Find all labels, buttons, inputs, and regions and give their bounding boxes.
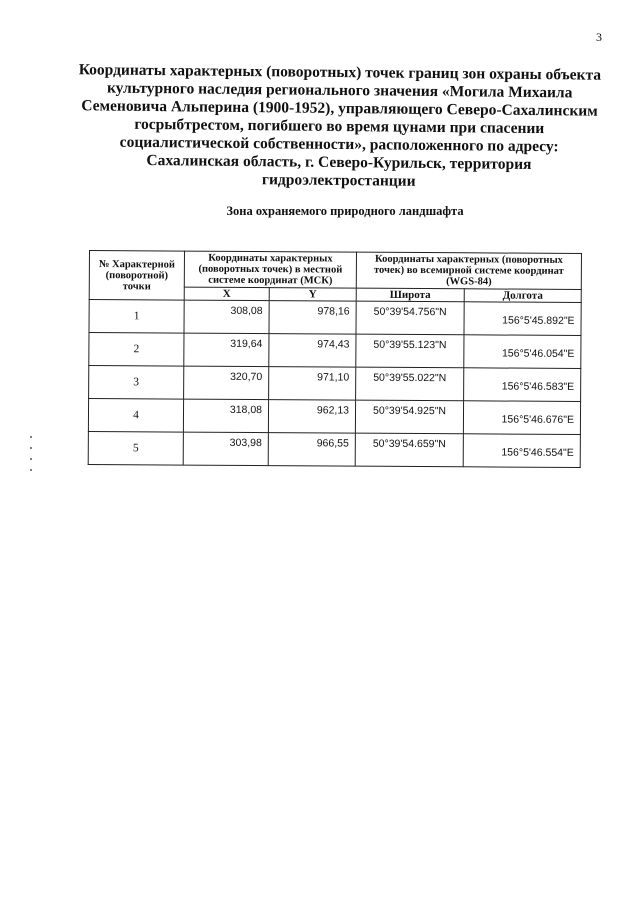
latitude-cell: 50°39'54.925"N [355,400,463,434]
point-number-cell: 2 [89,333,184,367]
x-cell: 320,70 [184,366,269,400]
longitude-cell: 156°5'46.054"E [464,335,581,369]
latitude-cell: 50°39'55.022"N [356,367,464,401]
latitude-cell: 50°39'54.756"N [356,301,464,335]
x-cell: 318,08 [183,399,268,433]
point-number-cell: 3 [89,366,184,400]
y-cell: 966,55 [268,433,355,467]
msk-group-header: Координаты характерных (поворотных точек) в местной системе координат (МСК) [184,251,356,288]
x-cell: 308,08 [184,300,269,334]
longitude-cell: 156°5'46.583"E [464,368,581,402]
longitude-cell: 156°5'46.554"E [463,434,580,468]
latitude-cell: 50°39'54.659"N [355,433,463,467]
longitude-cell: 156°5'46.676"E [463,401,580,435]
y-cell: 971,10 [269,367,356,401]
point-number-cell: 1 [89,300,184,334]
longitude-header: Долгота [464,289,581,303]
x-header: X [184,287,269,301]
zone-subtitle: Зона охраняемого природного ландшафта [226,204,464,218]
title-line: культурного наследия регионального значения «Могила Михаила [106,79,573,102]
point-number-cell: 4 [88,399,183,433]
x-cell: 303,98 [183,432,268,466]
y-header: Y [269,288,356,302]
title-line: госрыбтрестом, погибшего во время цунами при спасении [134,115,545,138]
x-cell: 319,64 [184,333,269,367]
y-cell: 962,13 [268,400,355,434]
scan-margin-marks [30,436,34,480]
coordinates-table [88,250,582,468]
y-cell: 974,43 [269,334,356,368]
wgs-group-header: Координаты характерных (поворотных точек) во всемирной системе координат (WGS-84) [356,252,581,289]
coordinates-table-wrapper [88,250,581,468]
table-row [89,333,581,369]
table-row [88,431,580,467]
table-row [89,300,581,336]
title-line: Сахалинская область, г. Северо-Курильск, территория [146,151,532,174]
table-header-row [89,251,581,290]
point-number-cell: 5 [88,431,183,465]
page-number: 3 [596,30,602,44]
scan-mark [30,436,32,438]
scan-mark [30,469,32,471]
table-row [89,366,581,402]
title-line: Координаты характерных (поворотных) точек границ зон охраны объекта [78,61,602,84]
title-line: гидроэлектростанции [261,171,416,190]
scan-mark [30,458,32,460]
document-title [69,61,610,193]
y-cell: 978,16 [269,301,356,335]
title-line: социалистической собственности», расположенного по адресу: [119,133,559,156]
longitude-cell: 156°5'45.892"E [464,302,581,336]
scan-mark [30,447,32,449]
latitude-header: Широта [356,288,464,302]
title-line: Семеновича Альперина (1900-1952), управляющего Северо-Сахалинским [81,97,598,120]
point-number-header: № Характерной (поворотной) точки [89,251,184,301]
table-row [88,399,580,435]
latitude-cell: 50°39'55.123"N [356,334,464,368]
